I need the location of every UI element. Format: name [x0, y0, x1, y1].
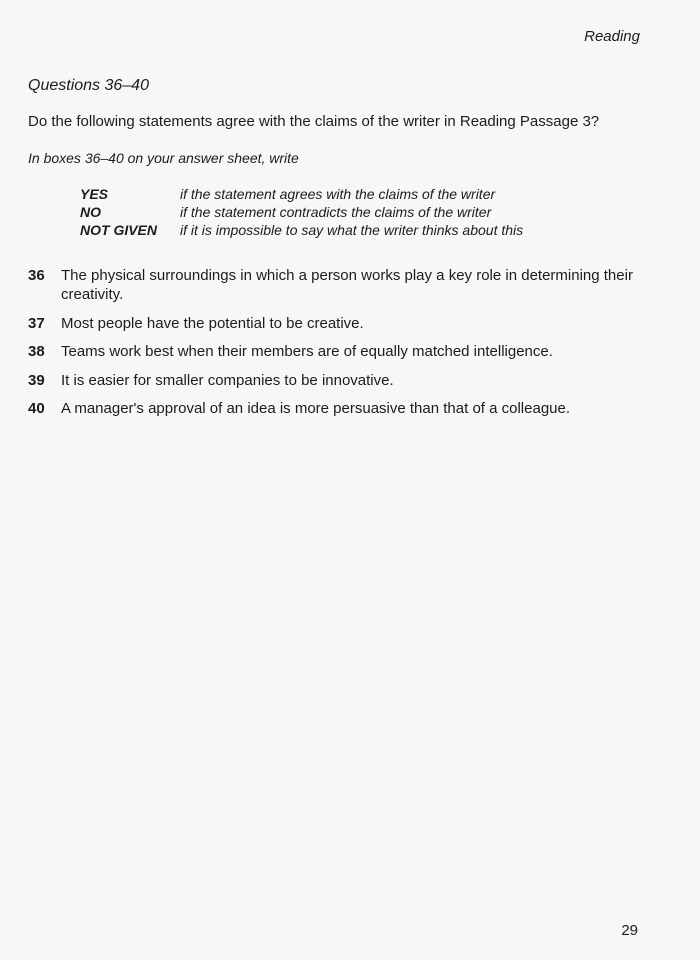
instruction-text: Do the following statements agree with the claims of the writer in Reading Passage 3?: [28, 113, 600, 130]
key-term: YES: [80, 186, 109, 202]
question-text: Teams work best when their members are of equally matched intelligence.: [61, 343, 553, 360]
question-text: Most people have the potential to be creative.: [61, 314, 364, 332]
answer-key: [80, 185, 523, 239]
question-number: 37: [28, 314, 45, 332]
section-header: Reading: [584, 28, 640, 45]
question-text: The physical surroundings in which a person works play a key role in determining their creativity.: [61, 267, 633, 303]
question-number: 36: [28, 267, 45, 284]
questions-heading: Questions 36–40: [28, 77, 149, 94]
page-number: 29: [621, 922, 638, 939]
question-number: 39: [28, 371, 45, 389]
question-text: A manager's approval of an idea is more persuasive than that of a colleague.: [61, 400, 571, 417]
key-description: if the statement agrees with the claims of the writer: [180, 186, 496, 202]
key-row-not-given: [80, 221, 523, 239]
key-description: if it is impossible to say what the writer thinks about this: [180, 222, 524, 238]
question-37: [28, 314, 638, 333]
answer-sheet-instruction: In boxes 36–40 on your answer sheet, write: [28, 150, 299, 166]
key-row-yes: [80, 185, 523, 203]
question-36: [28, 266, 638, 304]
key-term: NO: [80, 204, 101, 220]
question-38: [28, 342, 638, 361]
question-40: [28, 399, 638, 418]
question-number: 38: [28, 343, 45, 360]
question-text: It is easier for smaller companies to be innovative.: [61, 371, 394, 389]
key-row-no: [80, 203, 523, 221]
key-term: NOT GIVEN: [80, 222, 158, 238]
question-number: 40: [28, 400, 45, 417]
key-description: if the statement contradicts the claims of the writer: [180, 204, 492, 220]
question-list: [28, 266, 638, 428]
question-39: [28, 371, 638, 390]
